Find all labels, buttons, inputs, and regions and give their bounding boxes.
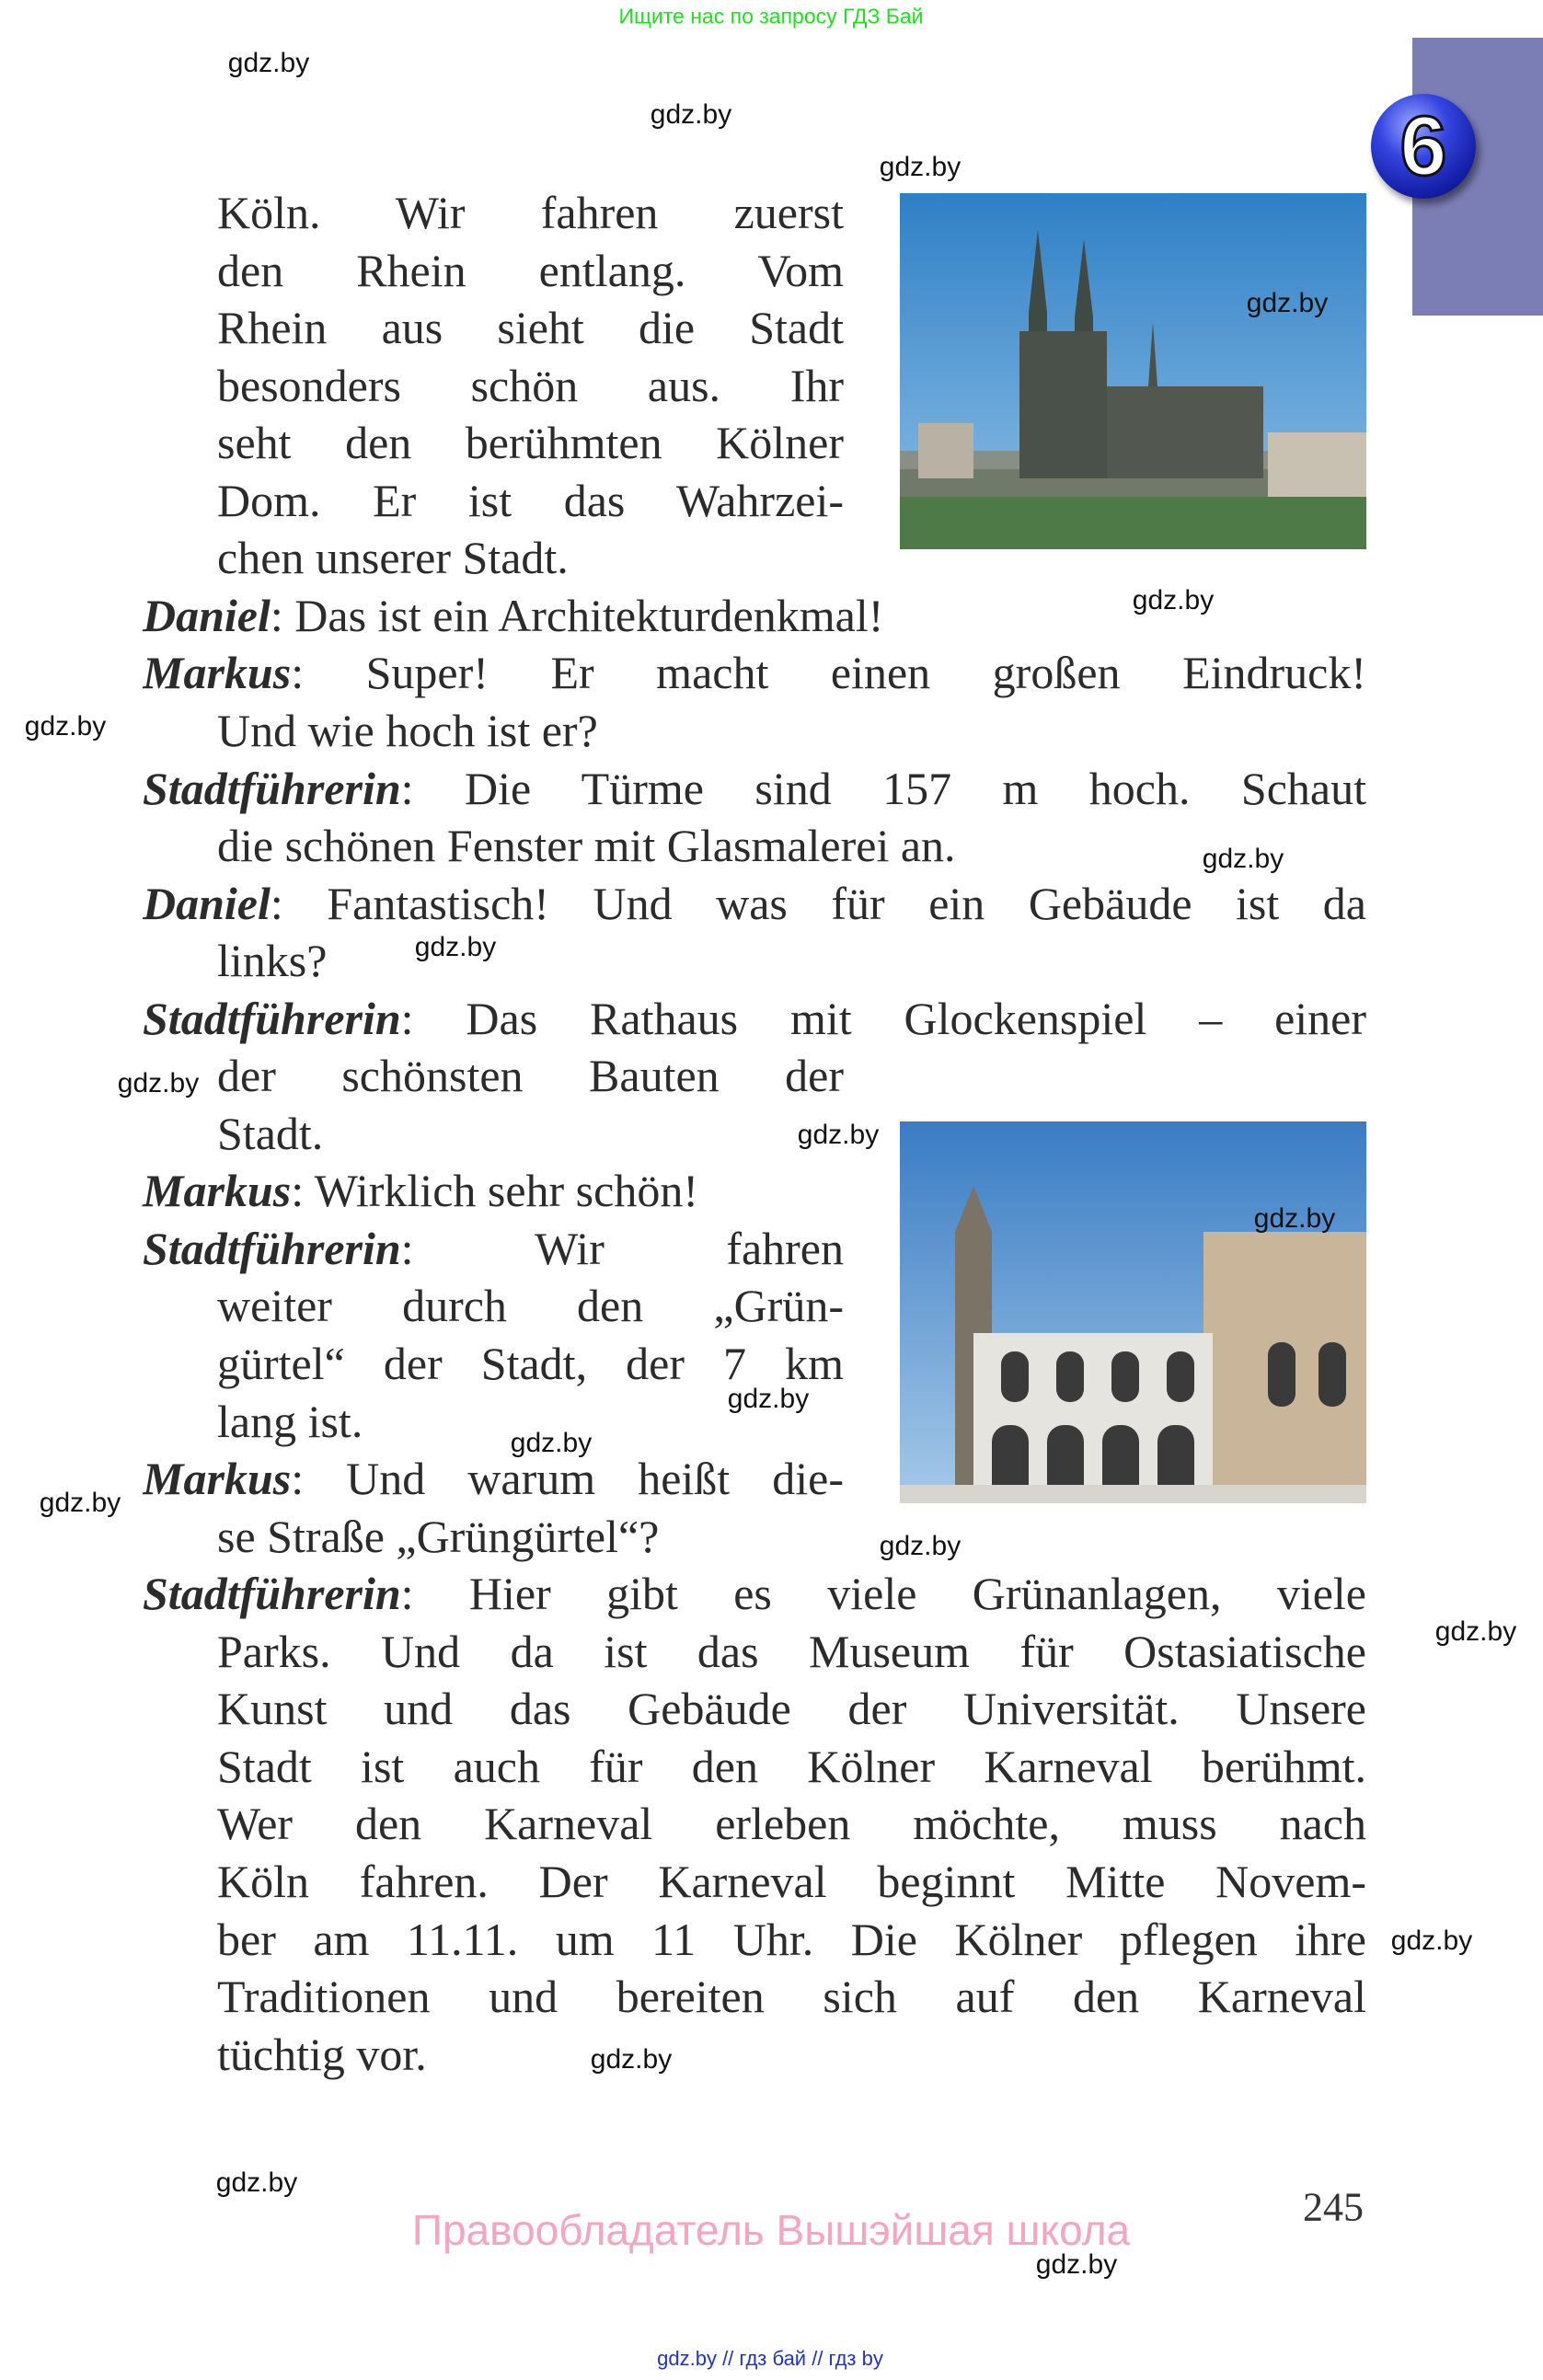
line-text: Kunst und das Gebäude der Universität. Unsere — [217, 1683, 1366, 1735]
speaker-name: Stadtführerin — [143, 762, 401, 814]
watermark-text: gdz.by — [510, 1428, 593, 1458]
line-text: weiter durch den „Grün- — [217, 1280, 844, 1332]
text-line — [217, 1911, 1366, 1969]
footer-links[interactable]: gdz.by // гдз бай // гдз by — [657, 2347, 883, 2370]
watermark-text: gdz.by — [650, 99, 732, 130]
line-text: Traditionen und bereiten sich auf den Karneval — [217, 1971, 1366, 2023]
text-line — [143, 760, 1366, 818]
text-line — [217, 184, 844, 242]
watermark-text: gdz.by — [1253, 1203, 1336, 1234]
watermark-text: gdz.by — [590, 2044, 673, 2075]
line-text: die schönen Fenster mit Glasmalerei an. — [217, 820, 956, 872]
line-text: : Wirklich sehr schön! — [291, 1165, 698, 1217]
cologne-cathedral-photo — [900, 193, 1366, 549]
speaker-name: Stadtführerin — [143, 1222, 401, 1274]
watermark-text: gdz.by — [215, 2167, 298, 2198]
watermark-text: gdz.by — [1390, 1926, 1473, 1956]
line-text: Dom. Er ist das Wahrzei- — [217, 474, 844, 526]
text-line — [217, 702, 1366, 760]
text-line — [217, 1853, 1366, 1911]
line-text: tüchtig vor. — [217, 2028, 427, 2080]
line-text: chen unserer Stadt. — [217, 532, 569, 584]
line-text: : Und warum heißt die- — [291, 1453, 844, 1505]
line-text: Wer den Karneval erleben möchte, muss nach — [217, 1798, 1366, 1850]
line-text: besonders schön aus. Ihr — [217, 359, 844, 411]
line-text: Rhein aus sieht die Stadt — [217, 302, 844, 354]
text-line — [143, 1450, 844, 1508]
line-text: : Das ist ein Architekturdenkmal! — [270, 589, 884, 641]
watermark-text: gdz.by — [879, 1531, 961, 1561]
line-text: der schönsten Bauten der — [217, 1050, 844, 1102]
text-line — [217, 2026, 1366, 2084]
text-line — [143, 990, 1366, 1048]
speaker-name: Markus — [143, 1165, 292, 1217]
text-line — [143, 1220, 844, 1278]
watermark-text: gdz.by — [797, 1120, 880, 1150]
watermark-text: gdz.by — [879, 152, 961, 182]
chapter-badge — [1371, 94, 1476, 199]
text-line — [217, 529, 844, 587]
chapter-number: 6 — [1399, 99, 1447, 193]
text-line — [217, 1795, 1366, 1853]
text-line — [217, 1047, 844, 1105]
line-text: Parks. Und da ist das Museum für Ostasiatische — [217, 1625, 1366, 1677]
line-text: : Das Rathaus mit Glockenspiel – einer — [400, 992, 1366, 1044]
text-line — [217, 1277, 844, 1335]
text-line — [217, 357, 844, 415]
line-text: : Wir fahren — [400, 1222, 844, 1274]
text-line — [217, 1508, 844, 1566]
town-hall-image — [900, 1121, 1366, 1503]
text-line — [217, 817, 1366, 875]
watermark-text: gdz.by — [24, 711, 107, 742]
text-line — [217, 472, 844, 530]
line-text: Köln. Wir fahren zuerst — [217, 187, 844, 238]
line-text: Köln fahren. Der Karneval beginnt Mitte Novem- — [217, 1855, 1366, 1907]
speaker-name: Markus — [143, 647, 292, 699]
line-text: Und wie hoch ist er? — [217, 704, 598, 756]
speaker-name: Markus — [143, 1453, 292, 1505]
line-text: ber am 11.11. um 11 Uhr. Die Kölner pflegen ihre — [217, 1913, 1366, 1965]
text-line — [143, 1565, 1366, 1623]
text-line — [143, 644, 1366, 702]
page-number: 245 — [1303, 2184, 1364, 2230]
line-text: : Hier gibt es viele Grünanlagen, viele — [400, 1568, 1366, 1620]
watermark-text: gdz.by — [39, 1488, 121, 1518]
text-line — [217, 1623, 1366, 1681]
watermark-text: gdz.by — [414, 932, 497, 962]
watermark-text: gdz.by — [727, 1384, 810, 1414]
watermark-text: gdz.by — [227, 48, 310, 78]
watermark-text: gdz.by — [117, 1068, 200, 1098]
line-text: Stadt. — [217, 1107, 324, 1159]
watermark-text: gdz.by — [1132, 585, 1215, 615]
text-line — [217, 1968, 1366, 2026]
text-line — [217, 1680, 1366, 1738]
text-line — [217, 414, 844, 472]
top-search-banner[interactable]: Ищите нас по запросу ГДЗ Бай — [618, 4, 924, 29]
text-line — [143, 1162, 844, 1220]
copyright-notice: Правообладатель Вышэйшая школа — [411, 2206, 1131, 2254]
line-text: links? — [217, 935, 328, 987]
line-text: Stadt ist auch für den Kölner Karneval berühmt. — [217, 1740, 1366, 1792]
text-line — [217, 932, 1366, 990]
watermark-text: gdz.by — [1434, 1616, 1517, 1647]
speaker-name: Daniel — [143, 877, 271, 929]
speaker-name: Stadtführerin — [143, 992, 401, 1044]
watermark-text: gdz.by — [1035, 2249, 1118, 2280]
line-text: se Straße „Grüngürtel“? — [217, 1510, 660, 1562]
cologne-town-hall-photo — [900, 1121, 1366, 1503]
line-text: lang ist. — [217, 1395, 363, 1447]
text-line — [143, 875, 1366, 933]
line-text: : Super! Er macht einen großen Eindruck! — [291, 647, 1366, 699]
text-line — [217, 1105, 844, 1163]
line-text: : Fantastisch! Und was für ein Gebäude ist da — [270, 877, 1366, 929]
speaker-name: Daniel — [143, 589, 271, 641]
line-text: den Rhein entlang. Vom — [217, 244, 844, 296]
watermark-text: gdz.by — [1202, 844, 1284, 874]
line-text: : Die Türme sind 157 m hoch. Schaut — [400, 762, 1366, 814]
cathedral-image — [900, 193, 1366, 549]
line-text: gürtel“ der Stadt, der 7 km — [217, 1338, 844, 1389]
speaker-name: Stadtführerin — [143, 1568, 401, 1620]
text-line — [217, 299, 844, 357]
line-text: seht den berühmten Kölner — [217, 417, 844, 469]
text-line — [217, 1738, 1366, 1796]
text-line — [217, 242, 844, 300]
watermark-text: gdz.by — [1246, 288, 1329, 318]
